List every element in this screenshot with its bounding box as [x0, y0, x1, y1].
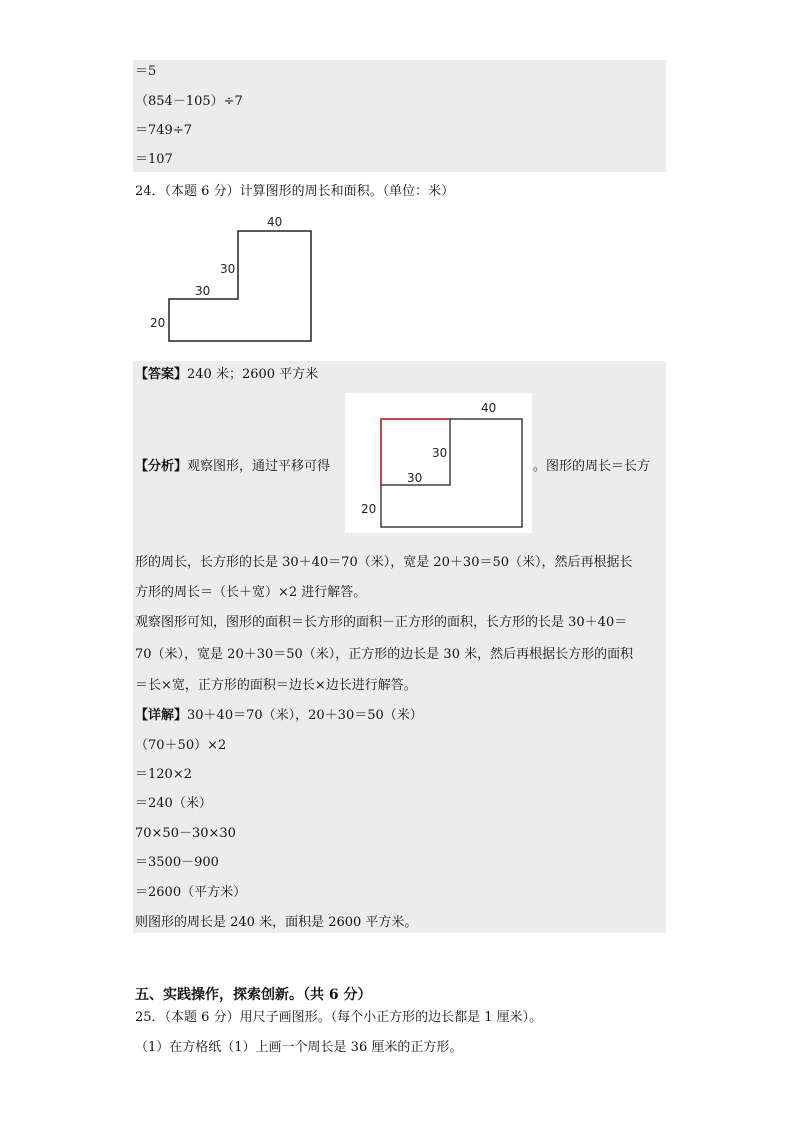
- l-shape-outline: [169, 231, 311, 341]
- question-25-part-1: （1）在方格纸（1）上画一个周长是 36 厘米的正方形。: [135, 1040, 463, 1055]
- prev-solution-shade: [133, 60, 666, 172]
- label-left-20: 20: [361, 502, 377, 516]
- detail-first-line: [135, 707, 423, 725]
- question-25-stem: 25．（本题 6 分）用尺子画图形。（每个小正方形的边长都是 1 厘米）。: [135, 1010, 543, 1025]
- detail-line: ＝3500－900: [135, 855, 219, 870]
- label-left-20: 20: [150, 316, 166, 330]
- analysis-tag: 【分析】: [135, 459, 188, 474]
- detail-line: 70×50－30×30: [135, 826, 236, 841]
- analysis-line: 形的周长，长方形的长是 30＋40＝70（米），宽是 20＋30＝50（米），然后再根据长: [135, 555, 633, 570]
- detail-tag: 【详解】: [135, 708, 188, 723]
- question-24-stem: 24．（本题 6 分）计算图形的周长和面积。（单位：米）: [135, 184, 455, 199]
- label-step-width-30: 30: [195, 284, 211, 298]
- analysis-line: 70（米），宽是 20＋30＝50（米），正方形的边长是 30 米，然后再根据长方形的面积: [135, 647, 634, 662]
- label-top-40: 40: [481, 401, 497, 415]
- detail-line: ＝2600（平方米）: [135, 885, 247, 900]
- detail-line: （70＋50）×2: [135, 738, 227, 753]
- analysis-after-figure: 。图形的周长＝长方: [533, 459, 651, 474]
- question-24-figure: [150, 210, 320, 345]
- detail-line: ＝120×2: [135, 767, 192, 782]
- prev-solution-line: ＝5: [135, 64, 157, 79]
- label-step-height-30: 30: [220, 262, 236, 276]
- translated-rectangle: [381, 419, 522, 527]
- section-5-title: 五、实践操作，探索创新。（共 6 分）: [135, 987, 372, 1003]
- label-top-40: 40: [267, 215, 283, 229]
- analysis-line: 观察图形可知，图形的面积＝长方形的面积－正方形的面积，长方形的长是 30＋40＝: [135, 615, 628, 630]
- label-inner-right-30: 30: [432, 446, 448, 460]
- prev-solution-line: （854－105）÷7: [135, 94, 243, 109]
- analysis-before-figure: 观察图形，通过平移可得: [187, 459, 331, 474]
- label-inner-bottom-30: 30: [407, 471, 423, 485]
- detail-conclusion: 则图形的周长是 240 米，面积是 2600 平方米。: [135, 915, 418, 930]
- analysis-first-line: [135, 458, 330, 476]
- answer-text: 240 米；2600 平方米: [187, 367, 319, 382]
- analysis-line: ＝长×宽，正方形的面积＝边长×边长进行解答。: [135, 678, 417, 693]
- prev-solution-line: ＝107: [135, 152, 173, 167]
- analysis-line: 方形的周长＝（长＋宽）×2 进行解答。: [135, 585, 367, 600]
- answer-tag: 【答案】: [135, 367, 188, 382]
- analysis-figure: [345, 393, 532, 533]
- prev-solution-line: ＝749÷7: [135, 123, 192, 138]
- detail-first: 30＋40＝70（米），20＋30＝50（米）: [187, 708, 423, 723]
- detail-line: ＝240（米）: [135, 796, 212, 811]
- answer-line: [135, 366, 318, 384]
